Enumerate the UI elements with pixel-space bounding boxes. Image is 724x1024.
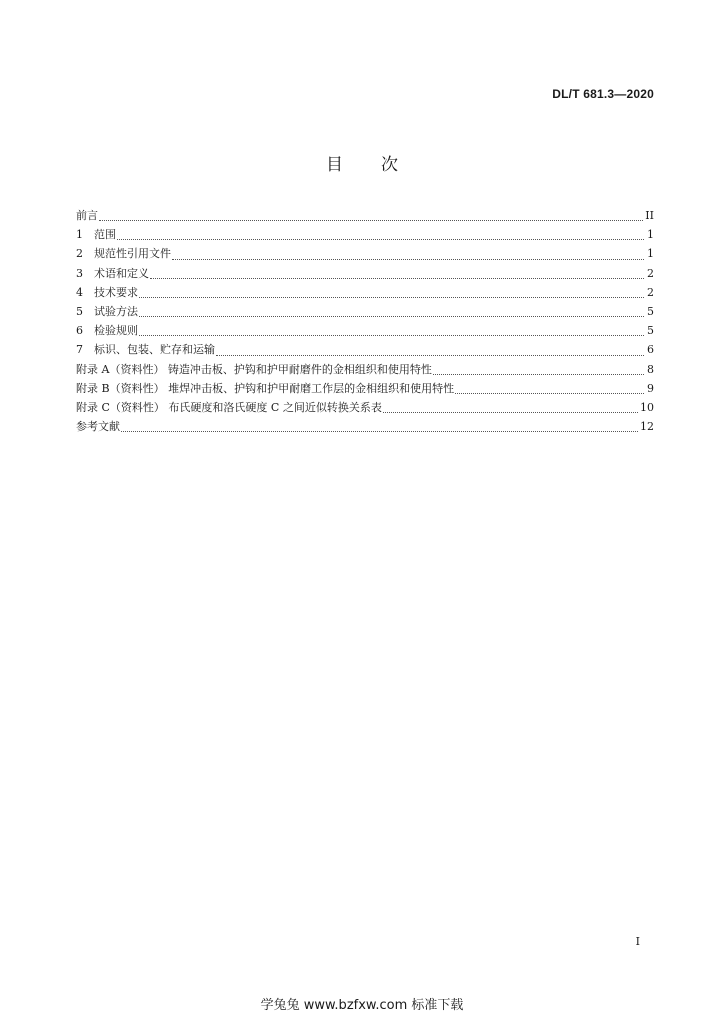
toc-page: II — [645, 209, 654, 222]
toc-number: 2 — [76, 247, 83, 261]
toc-leader-dots — [121, 430, 638, 432]
toc-leader-dots — [150, 277, 644, 279]
toc-page: 9 — [647, 381, 654, 395]
toc-leader-dots — [383, 411, 638, 413]
toc-number: 5 — [76, 304, 83, 318]
title-char-1: 目 — [326, 155, 343, 175]
toc-entry-4[interactable] — [76, 283, 654, 302]
table-of-contents — [76, 206, 654, 436]
toc-leader-dots — [172, 258, 644, 260]
toc-number: 4 — [76, 285, 83, 299]
toc-entry-7[interactable] — [76, 340, 654, 359]
toc-page: 5 — [647, 304, 654, 318]
toc-label: 附录 A（资料性） 铸造冲击板、护钩和护甲耐磨件的金相组织和使用特性 — [76, 362, 432, 376]
toc-leader-dots — [139, 296, 644, 298]
toc-entry-appendix-a[interactable] — [76, 360, 654, 379]
toc-page: 6 — [647, 343, 654, 357]
toc-leader-dots — [139, 334, 644, 336]
toc-leader-dots — [216, 354, 644, 356]
toc-entry-references[interactable] — [76, 417, 654, 436]
toc-label: 标识、包装、贮存和运输 — [94, 343, 215, 357]
toc-page: 10 — [640, 400, 654, 414]
footer-watermark: 学兔兔 www.bzfxw.com 标准下载 — [260, 998, 464, 1013]
standard-code: DL/T 681.3—2020 — [552, 87, 654, 101]
toc-leader-dots — [117, 238, 644, 240]
toc-entry-3[interactable] — [76, 264, 654, 283]
toc-entry-foreword[interactable] — [76, 206, 654, 225]
page-title — [0, 150, 724, 175]
toc-page: 1 — [647, 247, 654, 261]
toc-label: 附录 C（资料性） 布氏硬度和洛氏硬度 C 之间近似转换关系表 — [76, 400, 382, 414]
toc-leader-dots — [139, 315, 644, 317]
toc-label: 规范性引用文件 — [94, 247, 171, 261]
toc-leader-dots — [455, 392, 644, 394]
toc-entry-1[interactable] — [76, 225, 654, 244]
toc-page: 1 — [647, 228, 654, 242]
toc-number: 1 — [76, 228, 83, 242]
toc-entry-2[interactable] — [76, 244, 654, 263]
toc-entry-5[interactable] — [76, 302, 654, 321]
toc-number: 7 — [76, 343, 83, 357]
toc-number: 6 — [76, 324, 83, 338]
toc-label: 检验规则 — [94, 324, 138, 338]
toc-label: 前言 — [76, 209, 98, 222]
toc-leader-dots — [99, 219, 643, 221]
toc-leader-dots — [433, 373, 644, 375]
toc-entry-appendix-b[interactable] — [76, 379, 654, 398]
toc-label: 试验方法 — [94, 304, 138, 318]
toc-entry-6[interactable] — [76, 321, 654, 340]
toc-number: 3 — [76, 266, 83, 280]
toc-label: 术语和定义 — [94, 266, 149, 280]
title-char-2: 次 — [381, 155, 398, 175]
page-number: I — [635, 935, 640, 948]
toc-label: 附录 B（资料性） 堆焊冲击板、护钩和护甲耐磨工作层的金相组织和使用特性 — [76, 381, 455, 395]
toc-page: 2 — [647, 285, 654, 299]
toc-entry-appendix-c[interactable] — [76, 398, 654, 417]
toc-page: 8 — [647, 362, 654, 376]
toc-page: 5 — [647, 324, 654, 338]
toc-label: 范围 — [94, 228, 116, 242]
toc-label: 参考文献 — [76, 420, 120, 434]
toc-page: 2 — [647, 266, 654, 280]
toc-label: 技术要求 — [94, 285, 138, 299]
toc-page: 12 — [640, 420, 654, 434]
